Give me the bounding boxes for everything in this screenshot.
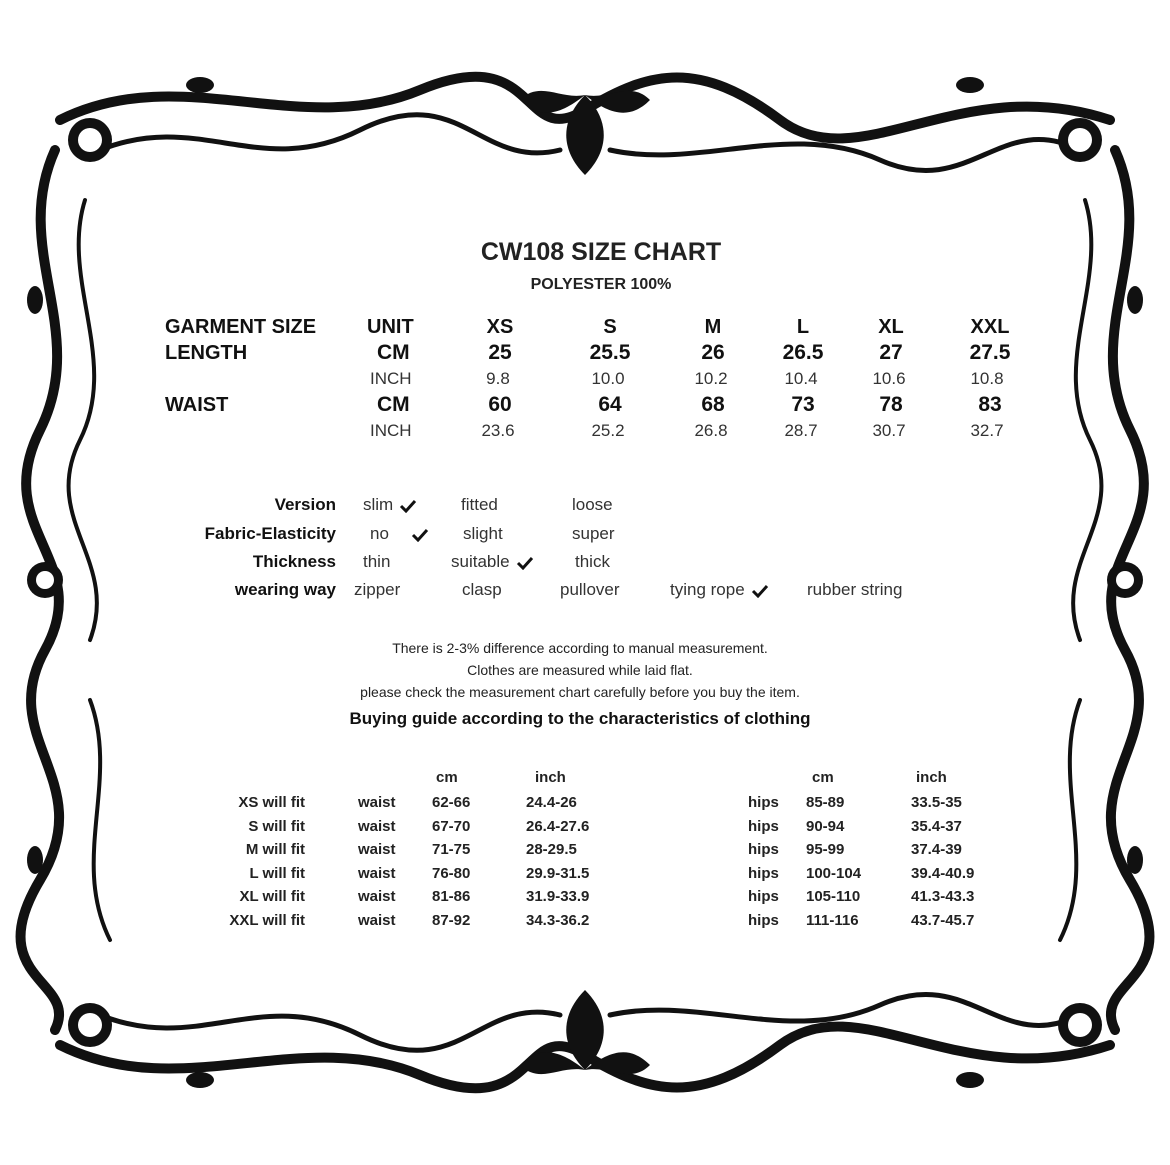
attr-label-thickness: Thickness xyxy=(252,552,336,571)
guide-hips-cm: 95-99 xyxy=(806,841,845,859)
guide-waist-cm: 76-80 xyxy=(432,864,471,882)
attr-option: loose xyxy=(572,495,613,514)
guide-waist-cm: 71-75 xyxy=(432,841,471,859)
guide-hips-label: hips xyxy=(748,794,779,811)
attr-option: slight xyxy=(463,524,503,543)
guide-hips-label: hips xyxy=(748,817,779,835)
guide-fit-label: XL will fit xyxy=(239,888,305,906)
length-inch-xs: 9.8 xyxy=(486,369,510,388)
page-title: CW108 SIZE CHART xyxy=(480,238,722,266)
attr-label-fabric-elasticity: Fabric-Elasticity xyxy=(204,524,336,543)
guide-hips-inch: 43.7-45.7 xyxy=(911,912,975,929)
attr-option: thick xyxy=(575,552,610,571)
waist-cm-xxl: 83 xyxy=(978,393,1002,416)
guide-hips-cm: 90-94 xyxy=(806,817,845,835)
attr-option: clasp xyxy=(462,580,502,599)
guide-waist-cm: 81-86 xyxy=(432,888,471,906)
guide-waist-cm: 67-70 xyxy=(432,817,471,835)
material-subtitle: POLYESTER 100% xyxy=(530,276,672,293)
size-header-xxl: XXL xyxy=(970,316,1010,338)
guide-waist-label: waist xyxy=(358,794,396,811)
row-label-waist: WAIST xyxy=(165,394,229,416)
waist-inch-xxl: 32.7 xyxy=(970,421,1004,440)
guide-waist-inch: 31.9-33.9 xyxy=(526,888,590,906)
waist-cm-xl: 78 xyxy=(879,393,903,416)
guide-cm-header: cm xyxy=(436,769,458,786)
attr-option: tying rope xyxy=(670,580,769,600)
waist-cm-s: 64 xyxy=(598,393,622,416)
guide-hips-label: hips xyxy=(748,864,779,882)
length-cm-xxl: 27.5 xyxy=(969,341,1011,364)
guide-waist-inch: 34.3-36.2 xyxy=(526,912,590,929)
length-inch-m: 10.2 xyxy=(694,369,728,388)
check-icon xyxy=(399,499,417,513)
waist-cm-m: 68 xyxy=(701,393,725,416)
buying-guide-title: Buying guide according to the characteristics of clothing xyxy=(349,709,811,728)
check-icon xyxy=(516,556,534,570)
guide-waist-inch: 28-29.5 xyxy=(526,841,577,859)
guide-waist-inch: 29.9-31.5 xyxy=(526,864,590,882)
waist-inch-s: 25.2 xyxy=(591,421,625,440)
guide-hips-label: hips xyxy=(748,888,779,906)
guide-fit-label: XXL will fit xyxy=(229,912,305,929)
guide-waist-label: waist xyxy=(358,888,396,906)
attr-option: pullover xyxy=(560,580,620,599)
unit-inch: INCH xyxy=(370,421,412,440)
guide-hips-cm: 100-104 xyxy=(806,864,862,882)
length-cm-xs: 25 xyxy=(488,341,512,364)
size-header-m: M xyxy=(704,316,722,338)
length-inch-xl: 10.6 xyxy=(872,369,906,388)
waist-inch-xl: 30.7 xyxy=(872,421,906,440)
size-header-s: S xyxy=(603,316,617,338)
length-cm-l: 26.5 xyxy=(782,341,824,364)
unit-inch: INCH xyxy=(370,369,412,388)
guide-waist-label: waist xyxy=(358,912,396,929)
length-cm-xl: 27 xyxy=(879,341,903,364)
guide-hips-label: hips xyxy=(748,841,779,859)
check-icon xyxy=(751,584,769,598)
attr-option: super xyxy=(572,524,615,543)
guide-hips-inch: 33.5-35 xyxy=(911,794,962,811)
guide-fit-label: M will fit xyxy=(245,841,305,859)
guide-fit-label: L will fit xyxy=(249,864,305,882)
unit-cm: CM xyxy=(377,341,410,364)
guide-hips-inch: 41.3-43.3 xyxy=(911,888,975,906)
waist-inch-xs: 23.6 xyxy=(481,421,515,440)
guide-inch-header: inch xyxy=(535,769,566,786)
guide-fit-label: XS will fit xyxy=(238,794,305,811)
waist-inch-l: 28.7 xyxy=(784,421,818,440)
length-cm-m: 26 xyxy=(701,341,725,364)
unit-cm: CM xyxy=(377,393,410,416)
unit-header: UNIT xyxy=(367,316,414,338)
size-header-xl: XL xyxy=(878,316,904,338)
length-inch-l: 10.4 xyxy=(784,369,818,388)
guide-waist-label: waist xyxy=(358,817,396,835)
attr-option: rubber string xyxy=(807,580,903,599)
length-inch-xxl: 10.8 xyxy=(970,369,1004,388)
guide-fit-label: S will fit xyxy=(248,817,305,835)
attr-option: thin xyxy=(363,552,391,571)
note-line: There is 2-3% difference according to manual measurement. xyxy=(392,640,768,656)
length-cm-s: 25.5 xyxy=(589,341,631,364)
attr-option: fitted xyxy=(461,495,498,514)
guide-hips-cm: 105-110 xyxy=(806,888,861,906)
attr-option: zipper xyxy=(354,580,401,599)
row-label-length: LENGTH xyxy=(165,342,248,364)
guide-waist-cm: 62-66 xyxy=(432,794,471,811)
guide-waist-inch: 24.4-26 xyxy=(526,794,577,811)
guide-inch-header: inch xyxy=(916,769,947,786)
guide-hips-inch: 37.4-39 xyxy=(911,841,962,859)
guide-hips-inch: 35.4-37 xyxy=(911,817,962,835)
guide-hips-label: hips xyxy=(748,912,779,929)
check-icon xyxy=(411,528,429,542)
guide-hips-cm: 85-89 xyxy=(806,794,845,811)
attr-label-version: Version xyxy=(274,495,336,514)
guide-cm-header: cm xyxy=(812,769,834,786)
attr-option: no xyxy=(370,524,429,544)
guide-hips-cm: 111-116 xyxy=(806,912,859,929)
attr-option: slim xyxy=(363,495,417,515)
guide-waist-label: waist xyxy=(358,864,396,882)
size-header-xs: XS xyxy=(486,316,514,338)
waist-cm-l: 73 xyxy=(791,393,815,416)
attr-option: suitable xyxy=(451,552,534,572)
waist-cm-xs: 60 xyxy=(488,393,512,416)
garment-size-label: GARMENT SIZE xyxy=(165,316,317,338)
length-inch-s: 10.0 xyxy=(591,369,625,388)
attr-label-wearing-way: wearing way xyxy=(234,580,336,599)
guide-waist-cm: 87-92 xyxy=(432,912,471,929)
size-header-l: L xyxy=(796,316,810,338)
guide-waist-inch: 26.4-27.6 xyxy=(526,817,590,835)
note-line: please check the measurement chart carefully before you buy the item. xyxy=(360,684,800,700)
guide-hips-inch: 39.4-40.9 xyxy=(911,864,975,882)
waist-inch-m: 26.8 xyxy=(694,421,728,440)
note-line: Clothes are measured while laid flat. xyxy=(467,662,693,678)
guide-waist-label: waist xyxy=(358,841,396,859)
